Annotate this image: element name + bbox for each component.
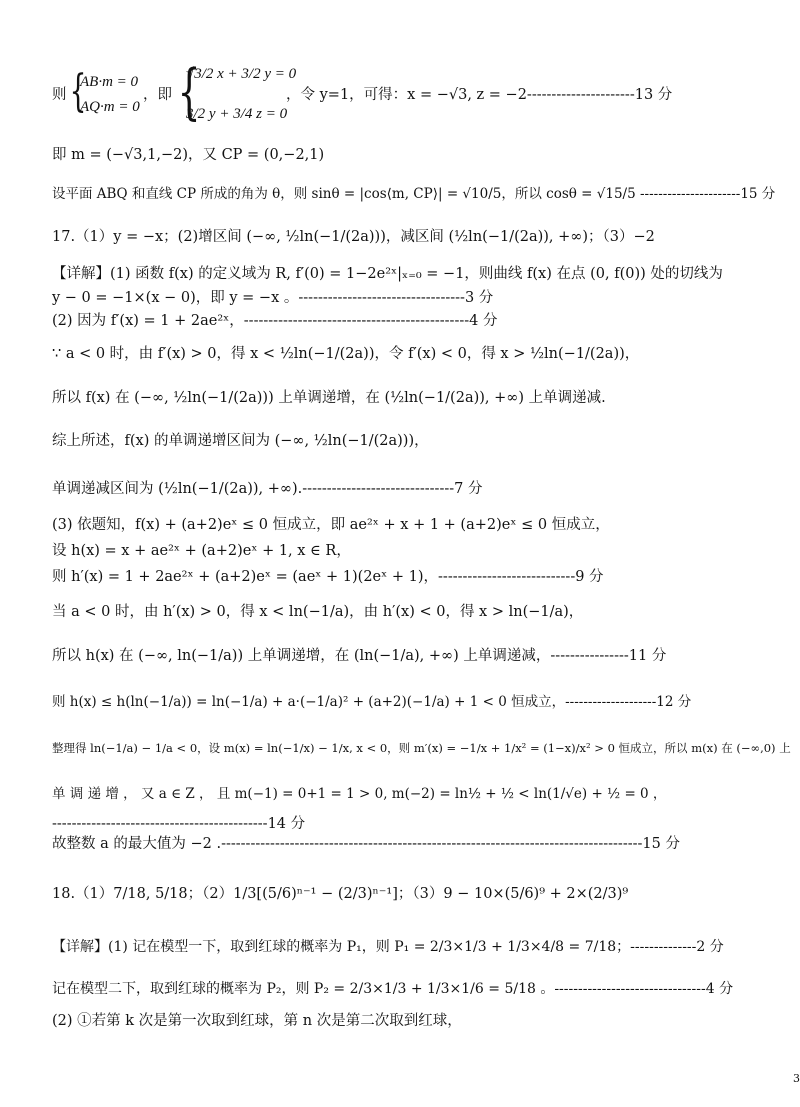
line-14: 则 h′(x) = 1 + 2ae²ˣ + (a+2)eˣ = (aeˣ + 1)(2eˣ + 1)，----------------------------9 分 <box>52 569 604 585</box>
line-21: 故整数 a 的最大值为 −2 .--------------------------------------------------------------------------------------15 分 <box>52 836 680 852</box>
system1-eq1: AB·m = 0 <box>80 74 139 90</box>
line-15: 当 a < 0 时，由 h′(x) > 0，得 x < ln(−1/a)，由 h′(x) < 0，得 x > ln(−1/a)， <box>52 604 584 620</box>
line-2: 即 m = (−√3,1,−2)，又 CP = (0,−2,1) <box>52 147 325 163</box>
line-13: 设 h(x) = x + ae²ˣ + (a+2)eˣ + 1, x ∈ R， <box>52 543 351 559</box>
system2-eq1: √3/2 x + 3/2 y = 0 <box>186 66 297 82</box>
line-20: --------------------------------------------14 分 <box>52 816 306 832</box>
line-3: 设平面 ABQ 和直线 CP 所成的角为 θ，则 sinθ = |cos⟨m, CP⟩| = √10/5，所以 cosθ = √15/5 ----------------------15 分 <box>52 186 776 202</box>
line-24: 记在模型二下，取到红球的概率为 P₂，则 P₂ = 2/3×1/3 + 1/3×1/6 = 5/18 。--------------------------------4 分 <box>52 981 734 997</box>
line-25: (2) ①若第 k 次是第一次取到红球，第 n 次是第二次取到红球， <box>52 1013 462 1029</box>
line-5: 【详解】(1) 函数 f(x) 的定义域为 R, f′(0) = 1−2e²ˣ|ₓ₌₀ = −1，则曲线 f(x) 在点 (0, f(0)) 处的切线为 <box>52 266 723 282</box>
page-number: 3 <box>793 1072 800 1085</box>
line-12: (3) 依题知，f(x) + (a+2)eˣ ≤ 0 恒成立，即 ae²ˣ + x + 1 + (a+2)eˣ ≤ 0 恒成立， <box>52 517 610 533</box>
line-10: 综上所述，f(x) 的单调递增区间为 (−∞, ½ln(−1/(2a)))， <box>52 433 429 449</box>
line-16: 所以 h(x) 在 (−∞, ln(−1/a)) 上单调递增，在 (ln(−1/a), +∞) 上单调递减，----------------11 分 <box>52 648 667 664</box>
left-brace-icon: { <box>69 66 87 117</box>
line-4-answer-17: 17.（1）y = −x；(2)增区间 (−∞, ½ln(−1/(2a)))，减区间 (½ln(−1/(2a)), +∞)；（3）−2 <box>52 229 655 245</box>
line-22-answer-18: 18.（1）7/18, 5/18；（2）1/3[(5/6)ⁿ⁻¹ − (2/3)ⁿ⁻¹]；（3）9 − 10×(5/6)⁹ + 2×(2/3)⁹ <box>52 886 629 902</box>
line-1-prefix: 则 <box>52 87 67 103</box>
line-1-mid: ，即 <box>143 87 172 103</box>
line-18: 整理得 ln(−1/a) − 1/a < 0，设 m(x) = ln(−1/x) − 1/x, x < 0，则 m′(x) = −1/x + 1/x² = (1−x)/x² > 0 恒成立，所以 m(x) 在 (−∞,0) 上 <box>52 741 791 755</box>
line-19: 单 调 递 增 ， 又 a ∈ Z ， 且 m(−1) = 0+1 = 1 > 0, m(−2) = ln½ + ½ < ln(1/√e) + ½ = 0 ， <box>52 786 667 802</box>
line-1-tail: ，令 y=1，可得：x = −√3, z = −2----------------------13 分 <box>286 87 673 103</box>
line-6: y − 0 = −1×(x − 0)，即 y = −x 。----------------------------------3 分 <box>52 290 494 306</box>
line-7: (2) 因为 f′(x) = 1 + 2ae²ˣ，----------------------------------------------4 分 <box>52 313 498 329</box>
system1-eq2: AQ·m = 0 <box>80 99 140 115</box>
system2-eq2: 3/2 y + 3/4 z = 0 <box>186 106 288 122</box>
left-brace-icon-2: { <box>177 57 201 127</box>
line-8: ∵ a < 0 时，由 f′(x) > 0，得 x < ½ln(−1/(2a))，令 f′(x) < 0，得 x > ½ln(−1/(2a))， <box>52 346 640 362</box>
line-23: 【详解】(1) 记在模型一下，取到红球的概率为 P₁，则 P₁ = 2/3×1/3 + 1/3×4/8 = 7/18；--------------2 分 <box>52 939 724 955</box>
line-9: 所以 f(x) 在 (−∞, ½ln(−1/(2a))) 上单调递增，在 (½ln(−1/(2a)), +∞) 上单调递减. <box>52 390 606 406</box>
line-17: 则 h(x) ≤ h(ln(−1/a)) = ln(−1/a) + a·(−1/a)² + (a+2)(−1/a) + 1 < 0 恒成立，--------------------12 分 <box>52 694 692 710</box>
line-11: 单调递减区间为 (½ln(−1/(2a)), +∞).-------------------------------7 分 <box>52 481 483 497</box>
